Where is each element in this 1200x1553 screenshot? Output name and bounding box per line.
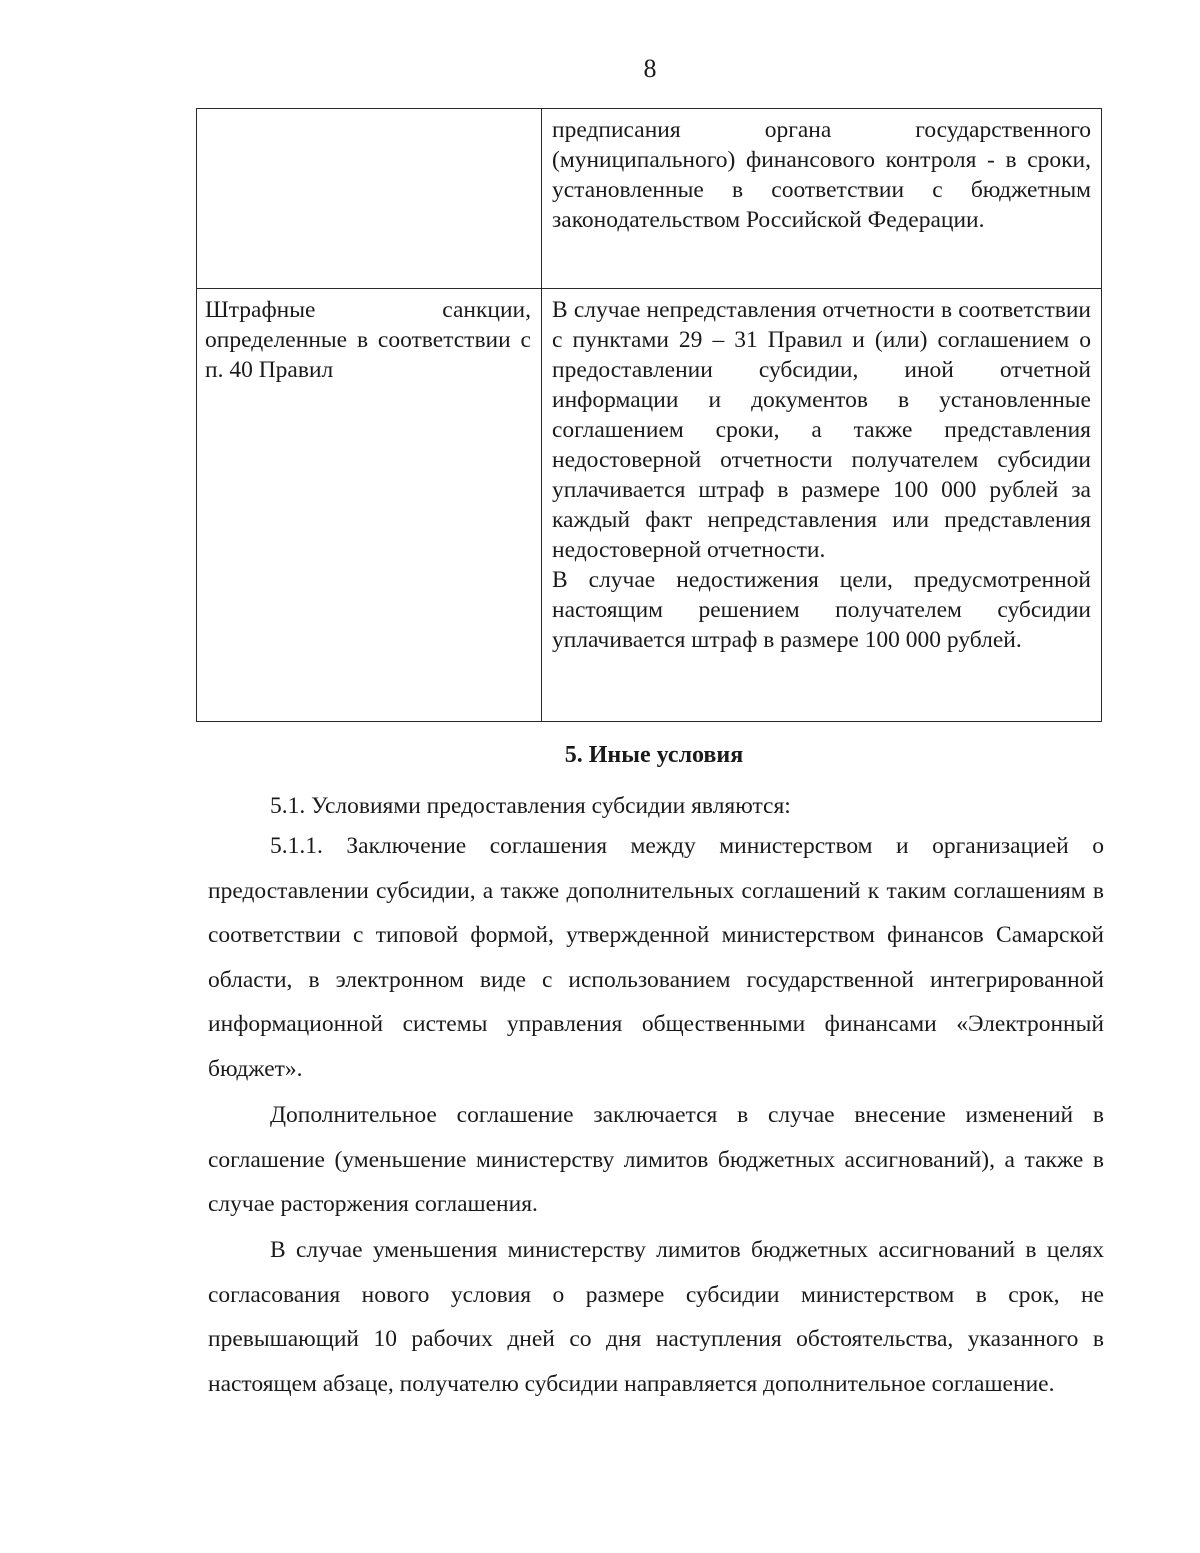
table-row [197, 109, 1102, 289]
body-paragraph [208, 1228, 1104, 1406]
section-heading: 5. Иные условия [564, 742, 744, 768]
paragraph-text: Дополнительное соглашение заключается в случае внесение изменений в соглашение (уменьшение министерству лимитов бюджетных ассигнований), а также в случае расторжения соглашения. [208, 1102, 1104, 1218]
body-paragraph [208, 784, 1104, 829]
table-cell-right [542, 109, 1102, 289]
table-cell-left [197, 109, 542, 289]
cell-paragraph: В случае непредставления отчетности в соответствии с пунктами 29 – 31 Правил и (или) соглашением о предоставлении субсидии, иной отчетной информации и документов в установленные соглашением сроки, а также представления недостоверной отчетности получателем субсидии уплачивается штраф в размере 100 000 рублей за каждый факт непредставления или представления недостоверной отчетности. [552, 297, 1091, 563]
table-cell-left: Штрафные санкции, определенные в соответствии с п. 40 Правил [197, 289, 542, 722]
paragraph-text: В случае уменьшения министерству лимитов бюджетных ассигнований в целях согласования нового условия о размере субсидии министерством в срок, не превышающий 10 рабочих дней со дня наступления обстоятельства, указанного в настоящем абзаце, получателю субсидии направляется дополнительное соглашение. [208, 1237, 1104, 1397]
page-number: 8 [643, 54, 657, 83]
conditions-table [196, 108, 1102, 722]
cell-paragraph: В случае недостижения цели, предусмотренной настоящим решением получателем субсидии уплачивается штраф в размере 100 000 рублей. [552, 567, 1091, 653]
body-paragraph [208, 1093, 1104, 1227]
paragraph-text: 5.1. Условиями предоставления субсидии являются: [270, 793, 791, 819]
paragraph-text: 5.1.1. Заключение соглашения между министерством и организацией о предоставлении субсидии, а также дополнительных соглашений к таким соглашениям в соответствии с типовой формой, утвержденной министерством финансов Самарской области, в электронном виде с использованием государственной интегрированной информационной системы управления общественными финансами «Электронный бюджет». [208, 833, 1104, 1082]
table-cell-right [542, 289, 1102, 722]
body-paragraph [208, 824, 1104, 1092]
cell-paragraph: предписания органа государственного (муниципального) финансового контроля - в сроки, установленные в соответствии с бюджетным законодательством Российской Федерации. [552, 117, 1091, 233]
table-row [197, 289, 1102, 722]
